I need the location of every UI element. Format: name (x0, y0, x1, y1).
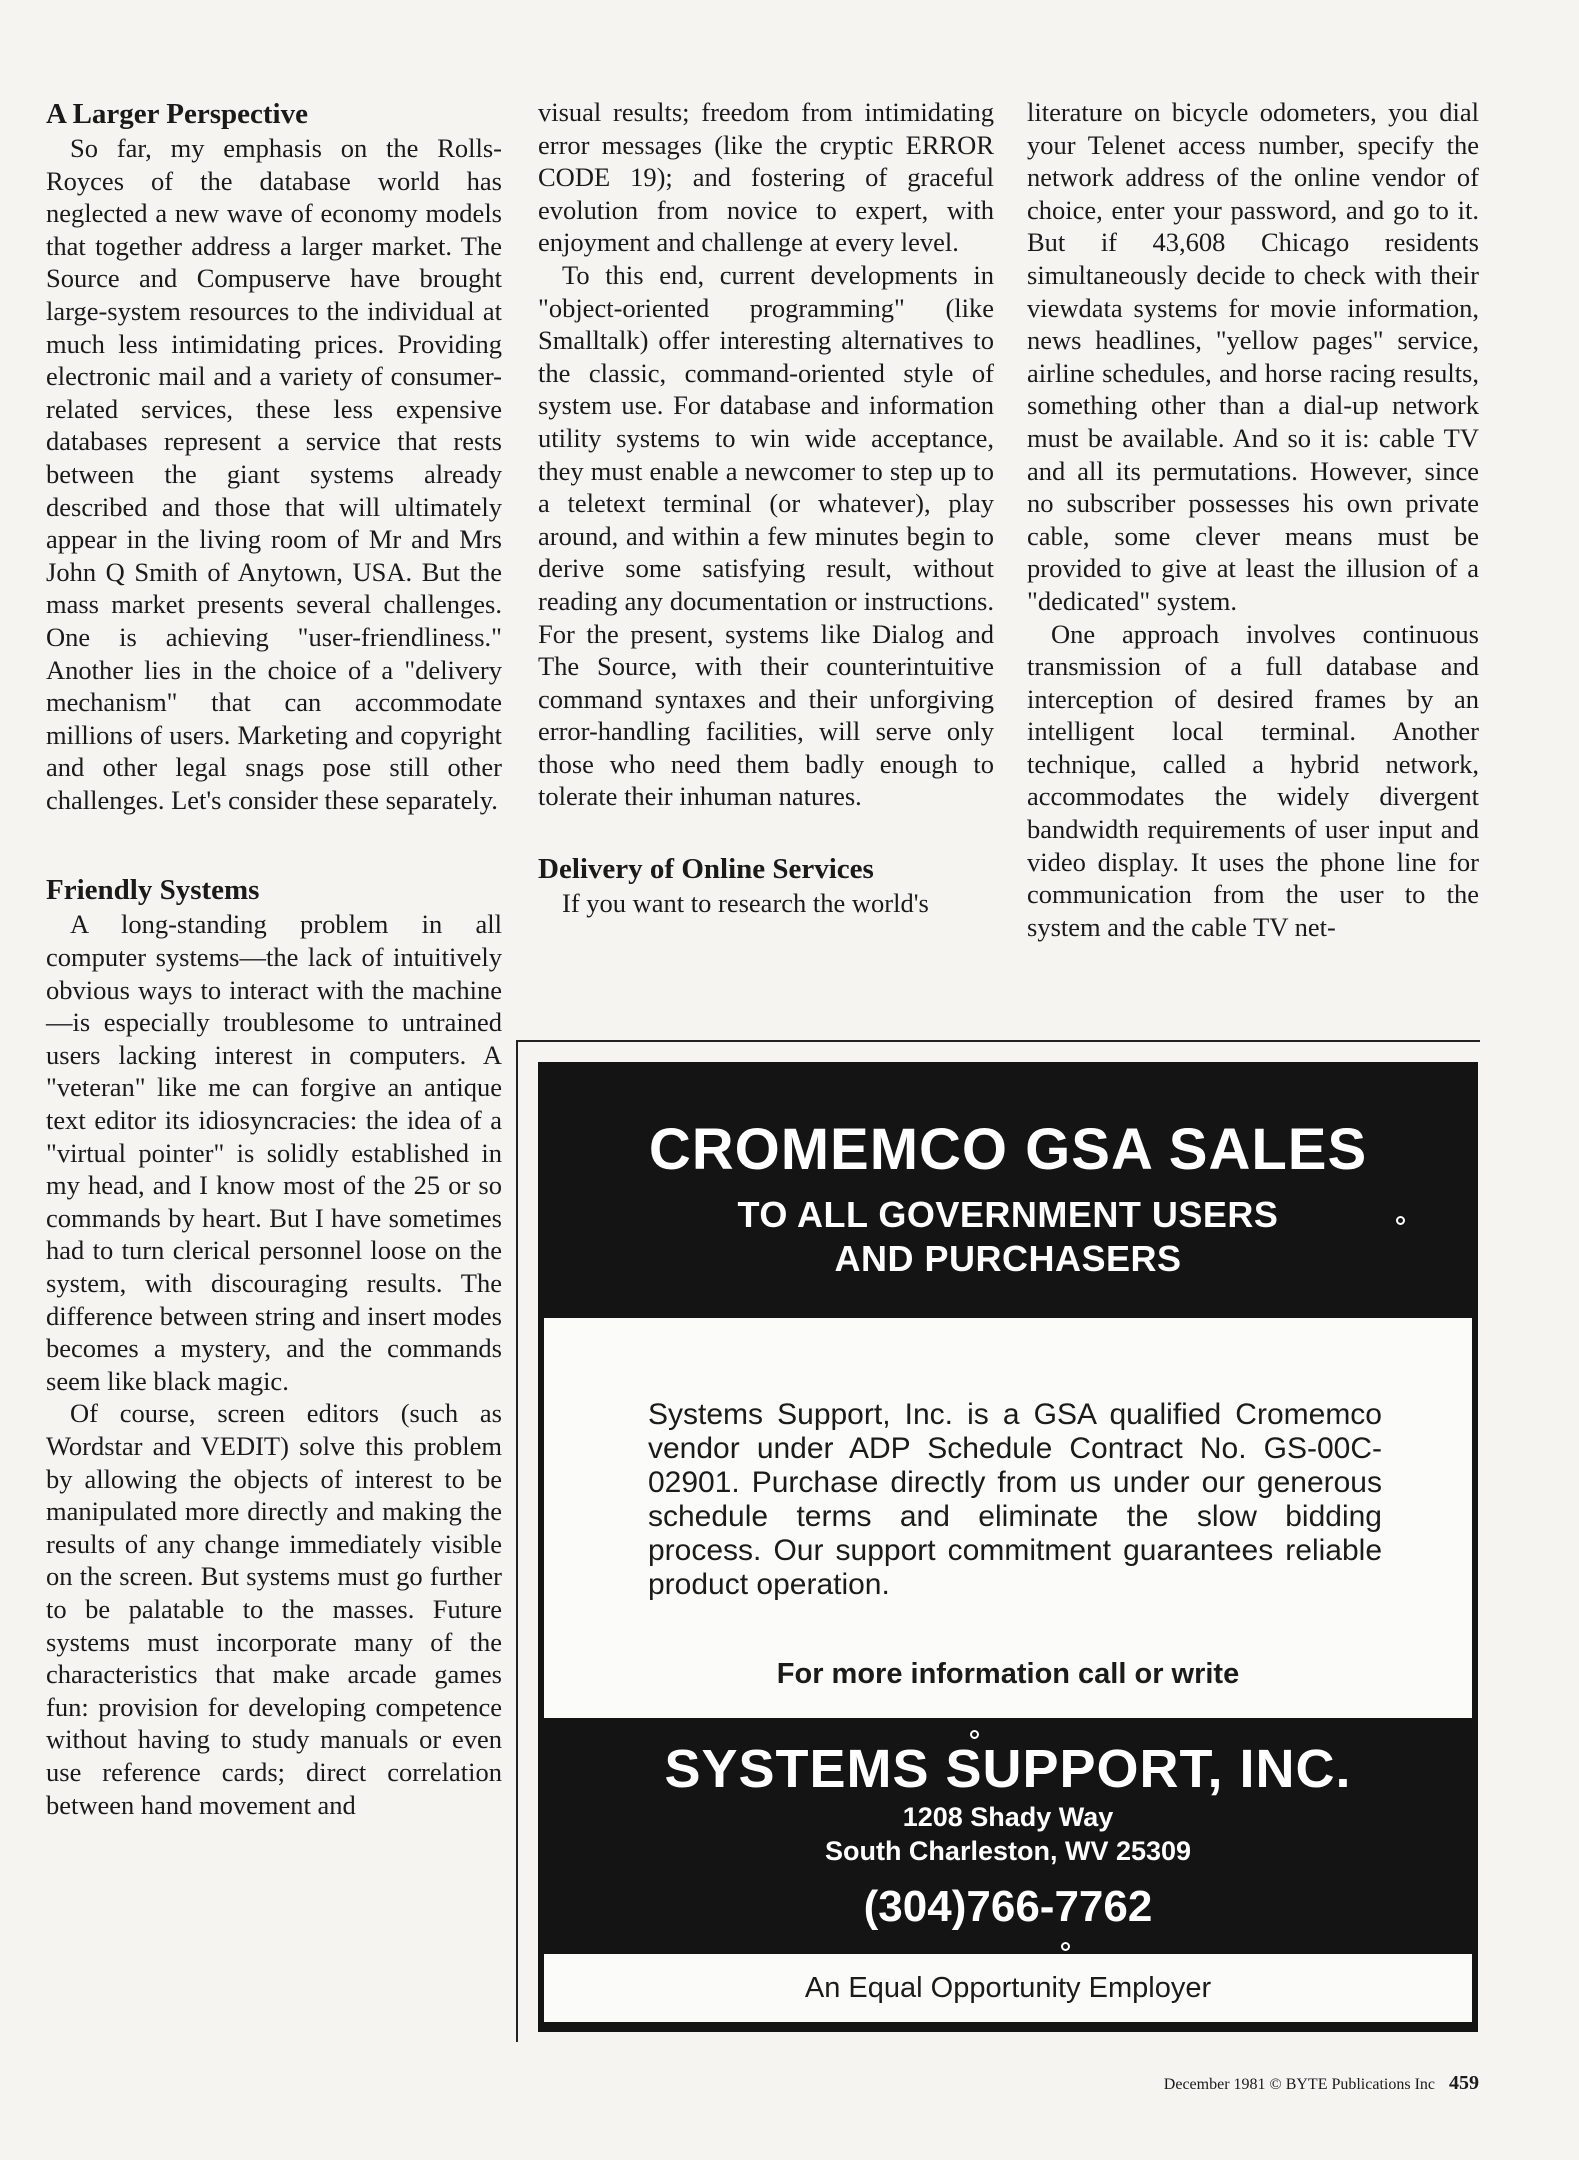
article-column-1 (46, 96, 502, 1821)
ad-headline: CROMEMCO GSA SALES (648, 1117, 1368, 1182)
ad-subheadline-1: TO ALL GOVERNMENT USERS (737, 1194, 1279, 1235)
ad-company-name: SYSTEMS SUPPORT, INC. (664, 1739, 1352, 1799)
section-heading-friendly-systems: Friendly Systems (46, 874, 260, 907)
paragraph: To this end, current developments in "object-oriented programming" (like Smalltalk) offer interesting alternatives to the classic, command-oriented style of system use. For database and information utility systems to win wide acceptance, they must enable a newcomer to step up to a teletext terminal (or whatever), play around, and within a few minutes begin to derive some satisfying result, without reading any documentation or instructions. For the present, systems like Dialog and The Source, with their counterintuitive command syntaxes and their unforgiving error-handling facilities, will serve only those who need them badly enough to tolerate their inhuman natures. (538, 259, 994, 812)
paragraph: Of course, screen editors (such as Wordstar and VEDIT) solve this problem by allowing the objects of interest to be manipulated more directly and making the results of any change immediately visible on the screen. But systems must go further to be palatable to the masses. Future systems must incorporate many of the characteristics that make arcade games fun: provision for developing competence without having to study manuals or even use reference cards; direct correlation between hand movement and (46, 1398, 502, 1820)
section-heading-larger-perspective: A Larger Perspective (46, 98, 308, 130)
ad-equal-opportunity: An Equal Opportunity Employer (544, 1954, 1472, 2022)
ad-address-street: 1208 Shady Way (902, 1802, 1114, 1832)
publication-credit: December 1981 © BYTE Publications Inc (1163, 2076, 1435, 2093)
article-column-3 (1027, 96, 1479, 943)
paragraph: visual results; freedom from intimidating error messages (like the cryptic ERROR CODE 19); and fostering of graceful evolution from novice to expert, with enjoyment and challenge at every level. (538, 97, 994, 258)
page-number: 459 (1449, 2072, 1479, 2094)
ad-call-to-action: For more information call or write (776, 1658, 1240, 1690)
paragraph: One approach involves continuous transmission of a full database and interception of desired frames by an intelligent local terminal. Another technique, called a hybrid network, accommodates the widely divergent bandwidth requirements of user input and video display. It uses the phone line for communication from the user to the system and the cable TV net- (1027, 618, 1479, 942)
article-column-2 (538, 96, 994, 920)
paragraph: If you want to research the world's (562, 888, 929, 919)
ad-address-city: South Charleston, WV 25309 (824, 1836, 1192, 1866)
ad-body-text: Systems Support, Inc. is a GSA qualified Cromemco vendor under ADP Schedule Contract No. GS-00C-02901. Purchase directly from us under our generous schedule terms and eliminate the slow bidding process. Our support commitment guarantees reliable product operation. (648, 1398, 1382, 1601)
paragraph: A long-standing problem in all computer systems—the lack of intuitively obvious ways to interact with the machine—is especially troublesome to untrained users lacking interest in computers. A "veteran" like me can forgive an antique text editor its idiosyncracies: the idea of a "virtual pointer" is solidly established in my head, and I know most of the 25 or so commands by heart. But I have sometimes had to turn clerical personnel loose on the system, with discouraging results. The difference between string and insert modes becomes a mystery, and the commands seem like black magic. (46, 909, 502, 1396)
decorative-dot-icon (1396, 1216, 1405, 1225)
ad-phone-number: (304)766-7762 (863, 1882, 1153, 1931)
section-heading-delivery-online-services: Delivery of Online Services (538, 853, 874, 886)
advertisement (538, 1062, 1478, 2032)
ad-subheadline-2: AND PURCHASERS (834, 1238, 1182, 1279)
page-footer (1100, 2072, 1479, 2095)
paragraph: So far, my emphasis on the Rolls-Royces of the database world has neglected a new wave of economy models that together address a larger market. The Source and Compuserve have brought large-system resources to the individual at much less intimidating prices. Providing electronic mail and a variety of consumer-related services, these less expensive databases represent a service that rests between the giant systems already described and those that will ultimately appear in the living room of Mr and Mrs John Q Smith of Anytown, USA. But the mass market presents several challenges. One is achieving "user-friendliness." Another lies in the choice of a "delivery mechanism" that can accommodate millions of users. Marketing and copyright and other legal snags pose still other challenges. Let's consider these separately. (46, 133, 502, 815)
decorative-dot-icon (1061, 1942, 1070, 1951)
paragraph: literature on bicycle odometers, you dial your Telenet access number, specify the network address of the online vendor of choice, enter your password, and go to it. But if 43,608 Chicago residents simultaneously decide to check with their viewdata systems for movie information, news headlines, "yellow pages" service, airline schedules, and horse racing results, something other than a dial-up network must be available. And so it is: cable TV and all its permutations. However, since no subscriber possesses his own private cable, some clever means must be provided to give at least the illusion of a "dedicated" system. (1027, 97, 1479, 616)
ad-body-panel (544, 1318, 1472, 1718)
